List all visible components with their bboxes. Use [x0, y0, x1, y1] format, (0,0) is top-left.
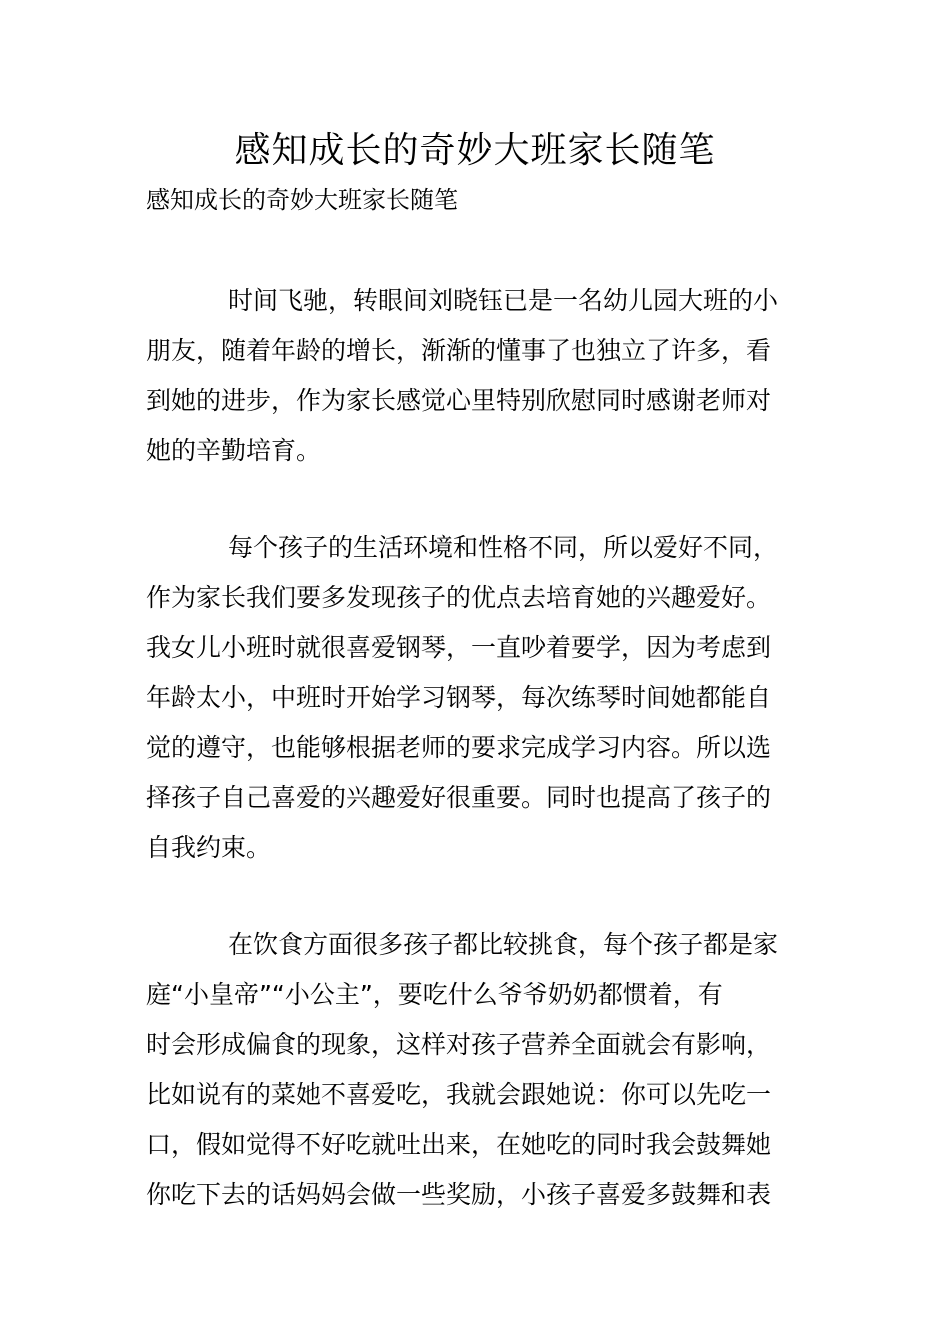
document-subtitle: 感知成长的奇妙大班家长随笔: [146, 186, 458, 214]
paragraph-line: 她的辛勤培育。: [146, 436, 322, 465]
paragraph-2: [146, 523, 826, 873]
paragraph-line: 口，假如觉得不好吃就吐出来，在她吃的同时我会鼓舞她: [146, 1130, 772, 1159]
paragraph-line: 年龄太小，中班时开始学习钢琴，每次练琴时间她都能自: [146, 683, 772, 712]
paragraph-line: 我女儿小班时就很喜爱钢琴，一直吵着要学，因为考虑到: [146, 633, 772, 662]
paragraph-line: 时间飞驰，转眼间刘晓钰已是一名幼儿园大班的小: [228, 286, 779, 315]
paragraph-line: 在饮食方面很多孩子都比较挑食，每个孩子都是家: [228, 930, 779, 959]
paragraph-line: 作为家长我们要多发现孩子的优点去培育她的兴趣爱好。: [146, 583, 772, 612]
paragraph-line: 择孩子自己喜爱的兴趣爱好很重要。同时也提高了孩子的: [146, 783, 772, 812]
paragraph-line: 自我约束。: [146, 833, 272, 862]
paragraph-line: 比如说有的菜她不喜爱吃，我就会跟她说：你可以先吃一: [146, 1080, 772, 1109]
paragraph-line: 朋友，随着年龄的增长，渐渐的懂事了也独立了许多，看: [146, 336, 772, 365]
paragraph-line: 觉的遵守，也能够根据老师的要求完成学习内容。所以选: [146, 733, 772, 762]
paragraph-line: 到她的进步，作为家长感觉心里特别欣慰同时感谢老师对: [146, 386, 772, 415]
paragraph-1: [146, 276, 826, 476]
document-title: 感知成长的奇妙大班家长随笔: [234, 130, 716, 171]
paragraph-line: 你吃下去的话妈妈会做一些奖励，小孩子喜爱多鼓舞和表: [146, 1180, 772, 1209]
paragraph-3: [146, 920, 826, 1220]
paragraph-line: 时会形成偏食的现象，这样对孩子营养全面就会有影响，: [146, 1030, 772, 1059]
paragraph-line: 庭“小皇帝”“小公主”，要吃什么爷爷奶奶都惯着，有: [146, 980, 723, 1009]
paragraph-line: 每个孩子的生活环境和性格不同，所以爱好不同，: [228, 533, 779, 562]
